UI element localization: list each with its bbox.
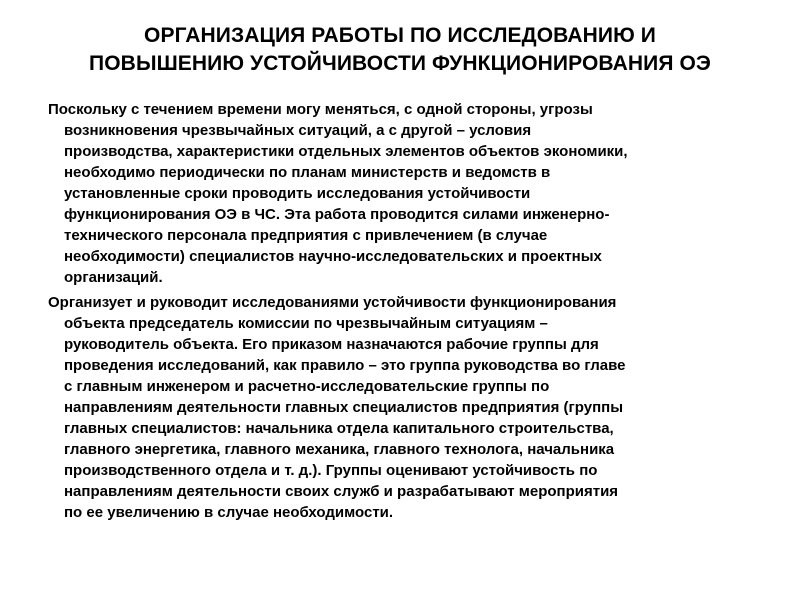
paragraph-line: Поскольку с течением времени могу меняться, с одной стороны, угрозы bbox=[48, 101, 593, 118]
slide-body bbox=[48, 99, 768, 523]
slide-title-line: ОРГАНИЗАЦИЯ РАБОТЫ ПО ИССЛЕДОВАНИЮ И bbox=[144, 24, 656, 47]
paragraph-line: организаций. bbox=[64, 269, 163, 286]
paragraph-line: Организует и руководит исследованиями устойчивости функционирования bbox=[48, 294, 617, 311]
paragraph-line: производства, характеристики отдельных элементов объектов экономики, bbox=[64, 143, 628, 160]
paragraph-line: установленные сроки проводить исследования устойчивости bbox=[64, 185, 531, 202]
paragraph-line: функционирования ОЭ в ЧС. Эта работа проводится силами инженерно- bbox=[64, 206, 610, 223]
paragraph-line: с главным инженером и расчетно-исследовательские группы по bbox=[64, 378, 550, 395]
paragraph-line: технического персонала предприятия с привлечением (в случае bbox=[64, 227, 548, 244]
paragraph-line: главных специалистов: начальника отдела капитального строительства, bbox=[64, 420, 614, 437]
slide-title bbox=[60, 22, 740, 78]
paragraph-line: направлениям деятельности главных специалистов предприятия (группы bbox=[64, 399, 624, 416]
paragraph-line: необходимо периодически по планам министерств и ведомств в bbox=[64, 164, 551, 181]
paragraph-line: главного энергетика, главного механика, главного технолога, начальника bbox=[64, 441, 615, 458]
paragraph-line: необходимости) специалистов научно-исследовательских и проектных bbox=[64, 248, 602, 265]
paragraph-line: объекта председатель комиссии по чрезвычайным ситуациям – bbox=[64, 315, 548, 332]
paragraph-line: производственного отдела и т. д.). Группы оценивают устойчивость по bbox=[64, 462, 598, 479]
paragraph-line: по ее увеличению в случае необходимости. bbox=[64, 504, 394, 521]
paragraph-research-organization bbox=[48, 292, 768, 523]
paragraph-line: руководитель объекта. Его приказом назначаются рабочие группы для bbox=[64, 336, 599, 353]
paragraph-line: возникновения чрезвычайных ситуаций, а с другой – условия bbox=[64, 122, 532, 139]
paragraph-line: проведения исследований, как правило – это группа руководства во главе bbox=[64, 357, 626, 374]
paragraph-research-periodicity bbox=[48, 99, 768, 288]
paragraph-line: направлениям деятельности своих служб и разрабатывают мероприятия bbox=[64, 483, 619, 500]
slide-title-line: ПОВЫШЕНИЮ УСТОЙЧИВОСТИ ФУНКЦИОНИРОВАНИЯ ОЭ bbox=[89, 52, 711, 75]
